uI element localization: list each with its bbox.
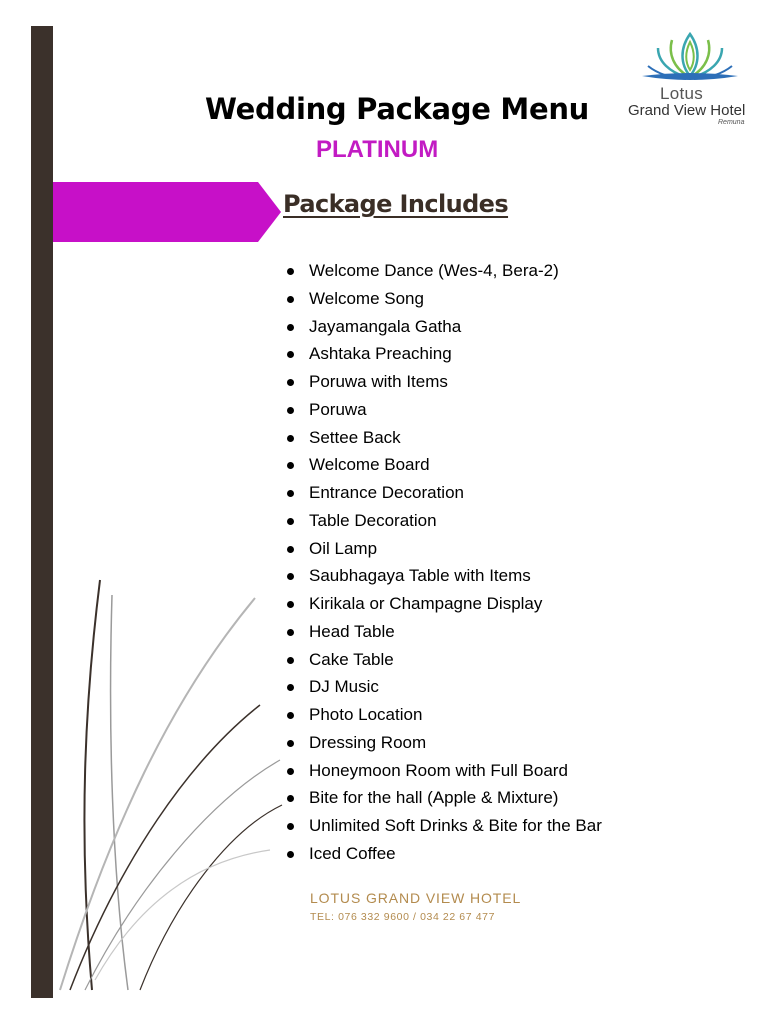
list-item: Saubhagaya Table with Items xyxy=(284,562,602,590)
list-item: Jayamangala Gatha xyxy=(284,313,602,341)
package-tier: PLATINUM xyxy=(316,136,439,163)
footer-telephone: TEL: 076 332 9600 / 034 22 67 477 xyxy=(310,911,496,923)
package-items-list xyxy=(284,257,602,868)
list-item: Welcome Board xyxy=(284,451,602,479)
list-item: Head Table xyxy=(284,618,602,646)
section-heading: Package Includes xyxy=(283,190,509,218)
left-decorative-bar xyxy=(31,26,53,998)
list-item: Welcome Dance (Wes-4, Bera-2) xyxy=(284,257,602,285)
page-title: Wedding Package Menu xyxy=(205,92,590,126)
list-item: Settee Back xyxy=(284,424,602,452)
list-item: Kirikala or Champagne Display xyxy=(284,590,602,618)
list-item: Honeymoon Room with Full Board xyxy=(284,757,602,785)
section-arrow-banner xyxy=(53,182,283,242)
list-item: Oil Lamp xyxy=(284,535,602,563)
list-item: Bite for the hall (Apple & Mixture) xyxy=(284,784,602,812)
list-item: Entrance Decoration xyxy=(284,479,602,507)
list-item: Dressing Room xyxy=(284,729,602,757)
list-item: DJ Music xyxy=(284,673,602,701)
logo-location: Remuna xyxy=(718,119,745,126)
list-item: Poruwa with Items xyxy=(284,368,602,396)
list-item: Cake Table xyxy=(284,646,602,674)
list-item: Unlimited Soft Drinks & Bite for the Bar xyxy=(284,812,602,840)
list-item: Poruwa xyxy=(284,396,602,424)
footer-hotel-name: LOTUS GRAND VIEW HOTEL xyxy=(310,890,522,906)
list-item: Photo Location xyxy=(284,701,602,729)
logo-name: Lotus xyxy=(660,84,704,103)
list-item: Table Decoration xyxy=(284,507,602,535)
logo-subtitle: Grand View Hotel xyxy=(628,102,746,119)
list-item: Iced Coffee xyxy=(284,840,602,868)
list-item: Ashtaka Preaching xyxy=(284,340,602,368)
list-item: Welcome Song xyxy=(284,285,602,313)
